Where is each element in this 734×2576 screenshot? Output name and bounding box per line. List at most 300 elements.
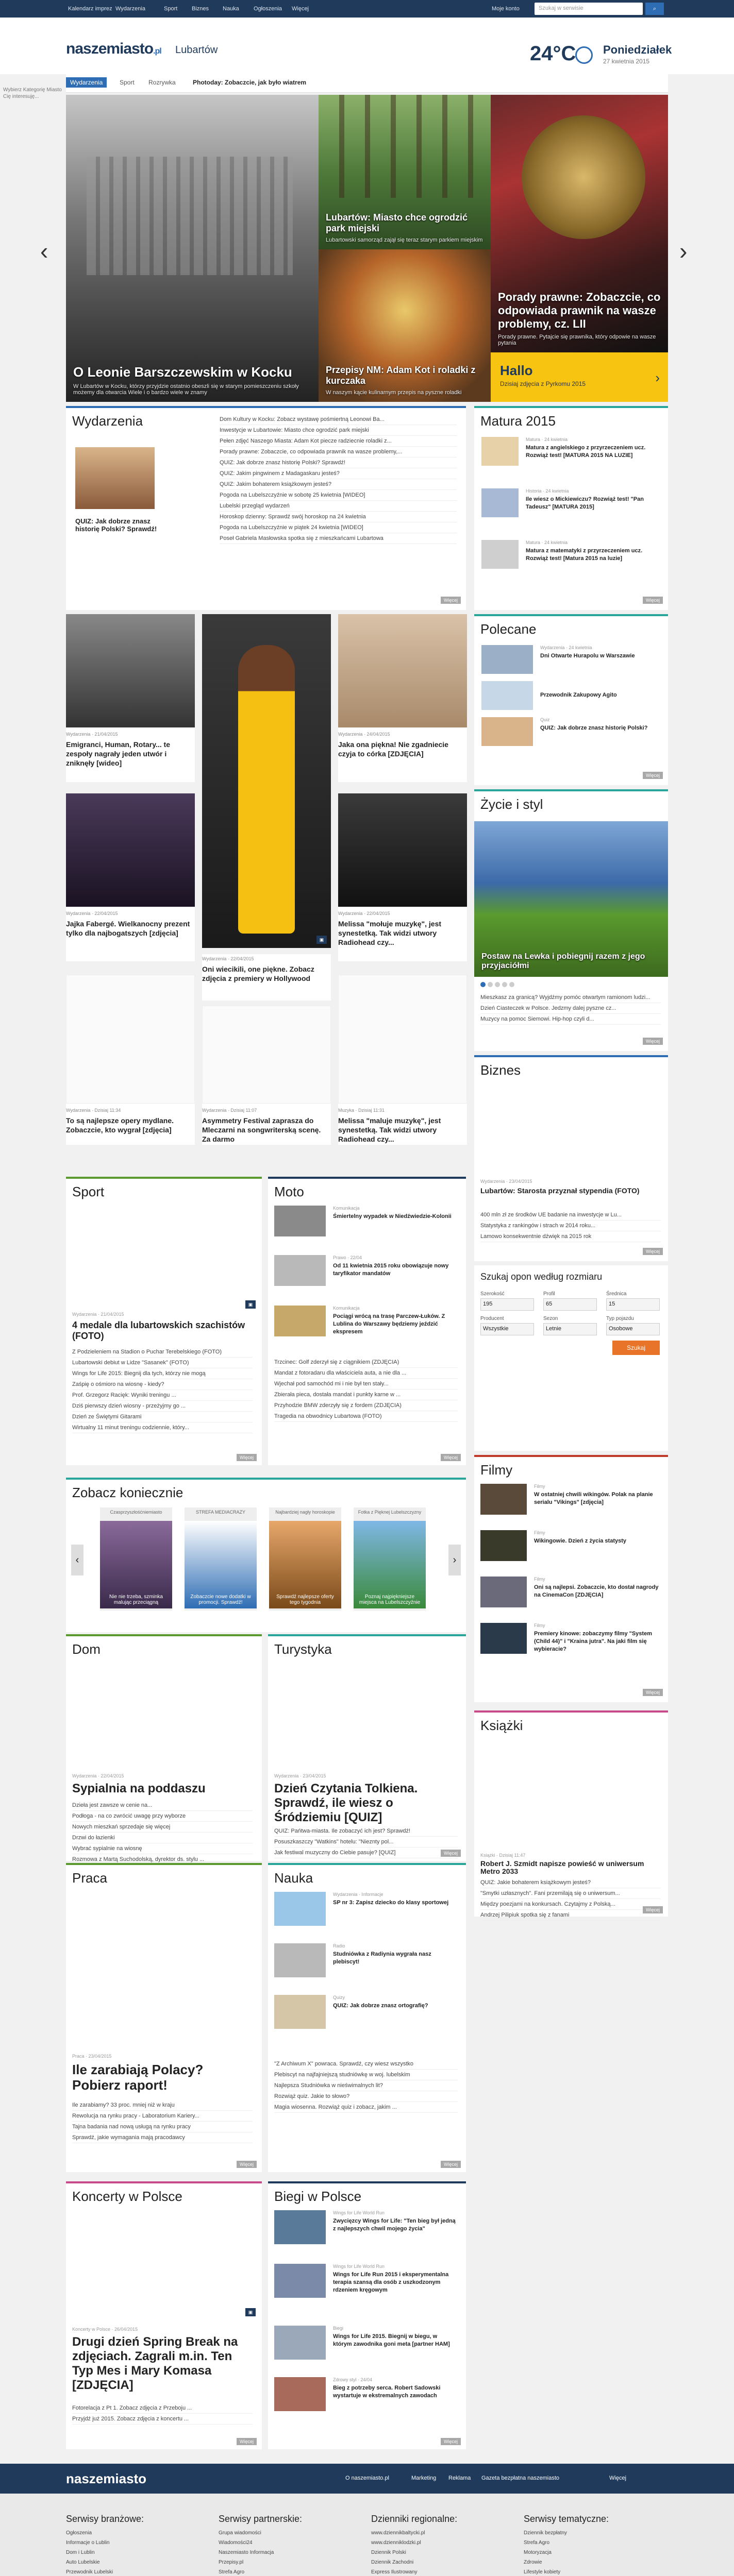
hero-law-caption (498, 291, 661, 346)
koncerty-headline[interactable]: Drugi dzień Spring Break na zdjęciach. Zagrali m.in. Ten Typ Mes i Mary Komasa [ZDJĘCIA] (72, 2335, 238, 2392)
card-image (202, 1006, 331, 1104)
footer-link[interactable]: Przepisy.pl (219, 2560, 244, 2565)
promo-caption: Zobaczcie nowe dodatki w promocji. Sprawdź! (190, 1594, 251, 1605)
promo-item[interactable] (185, 1507, 257, 1611)
matura-thumb[interactable] (481, 437, 519, 466)
list-item[interactable]: Lamowo konsekwentnie dźwięk na 2015 rok (480, 1231, 661, 1242)
hero-hello[interactable] (491, 352, 668, 402)
promo-label: Najbardziej nagły horoskopie (275, 1510, 335, 1515)
biznes-list (480, 1210, 661, 1242)
form-label: Szerokość (480, 1291, 505, 1297)
footer-link[interactable]: Lifestyle kobiety (524, 2569, 561, 2575)
events-quiz-image[interactable] (75, 447, 155, 509)
footer-link[interactable]: Reklama (448, 2475, 471, 2481)
filmy-thumb[interactable] (480, 1530, 527, 1561)
list-item[interactable]: Magia wiosenna. Rozwiąż quiz i zobacz, jakim ... (274, 2102, 458, 2113)
list-item[interactable]: Lubartowski debiut w Lidze "Sasanek" (FOTO) (72, 1358, 253, 1368)
list-item[interactable]: Posuszkaszczy "Watkins" hotelu: "Nieznty pol... (274, 1837, 458, 1848)
topbar-link[interactable]: Biznes (192, 6, 209, 12)
footer-column (66, 2514, 144, 2576)
more-button[interactable]: Więcej (441, 597, 461, 604)
koncerty-title: Koncerty w Polsce (72, 2189, 182, 2204)
list-item[interactable]: Pełen zdjęć Naszego Miasta: Adam Kot piecze radziecnie roladki z... (220, 436, 457, 447)
more-button[interactable]: Więcej (441, 1454, 461, 1461)
promo-link[interactable]: Photoday: Zobaczcie, jak było wiatrem (193, 79, 307, 86)
filmy-panel (474, 1455, 668, 1702)
hero-kitchen-caption (326, 365, 483, 396)
list-item[interactable]: Rewolucja na rynku pracy - Laboratorium Kariery... (72, 2111, 253, 2122)
list-item[interactable]: Ile zarabiamy? 33 proc. mniej niż w kraju (72, 2100, 253, 2111)
promo-item[interactable] (100, 1507, 172, 1611)
site-logo[interactable] (66, 40, 161, 58)
list-item[interactable]: Prof. Grzegorz Racięk: Wyniki treningu ... (72, 1390, 253, 1401)
item-meta: Wydarzenia · Informacje (333, 1892, 383, 1897)
section-bar (66, 406, 466, 408)
footer-link[interactable]: Grupa wiadomości (219, 2530, 261, 2536)
polecane-title: Polecane (480, 621, 537, 637)
card-meta: Wydarzenia · 24/04/2015 (338, 732, 390, 737)
topbar-link[interactable]: Wydarzenia (115, 6, 145, 12)
hero-law[interactable] (491, 95, 668, 352)
list-item[interactable]: Inwestycje w Lubartowie: Miasto chce ogrodzić park miejski (220, 425, 457, 436)
biegi-thumb[interactable] (274, 2377, 326, 2411)
polecane-thumb[interactable] (481, 717, 533, 746)
list-item[interactable]: Muzycy na pomoc Siemowi. Hip-hop czyli d... (480, 1014, 661, 1025)
vehicle-select[interactable]: Osobowe (606, 1323, 660, 1335)
day-name: Poniedziałek (603, 43, 672, 56)
more-button[interactable]: Więcej (643, 1906, 663, 1913)
dom-list (72, 1800, 253, 1865)
list-item[interactable]: Lubelski przegląd wydarzeń (220, 501, 457, 512)
filmy-item[interactable]: W ostatniej chwili wikingów. Polak na planie serialu "Vikings" [zdjęcia] (534, 1492, 653, 1505)
koncerty-list (72, 2403, 253, 2425)
camera-icon: ▣ (245, 1300, 256, 1309)
card-meta: Wydarzenia · 22/04/2015 (66, 911, 118, 916)
matura-panel (474, 406, 668, 610)
list-item[interactable]: Tajna badania nad nową usługą na rynku pracy (72, 2122, 253, 2132)
dom-headline[interactable]: Sypialnia na poddaszu (72, 1782, 206, 1795)
carousel-prev-icon[interactable]: ‹ (71, 1545, 84, 1575)
search-input[interactable]: Szukaj w serwisie (535, 3, 643, 15)
footer-link[interactable]: Dziennik Zachodni (371, 2560, 414, 2565)
moto-item[interactable]: Od 11 kwietnia 2015 roku obowiązuje nowy taryfikator mandatów (333, 1263, 449, 1277)
hero-main-caption (73, 364, 311, 396)
nauka-thumb[interactable] (274, 1943, 326, 1977)
koncerty-panel (66, 2181, 262, 2449)
filmy-title: Filmy (480, 1462, 513, 1478)
list-item[interactable]: Dzieła jest zawsze w cenie na... (72, 1800, 253, 1811)
moto-thumb[interactable] (274, 1306, 326, 1336)
list-item[interactable]: Poseł Gabriela Masłowska spotka się z mieszkańcami Lubartowa (220, 533, 457, 544)
tab-rozrywka[interactable]: Rozrywka (148, 79, 176, 86)
tire-search-panel (474, 1265, 668, 1451)
events-list (220, 414, 457, 544)
list-item[interactable]: Dzień ze Świętymi Gitarami (72, 1412, 253, 1422)
matura-item[interactable]: Matura z matematyki z przyrzeczeniem ucz. Rozwiąż test! [Matura 2015 na luzie] (526, 548, 643, 562)
filmy-item[interactable]: Wikingowie. Dzień z życia statysty (534, 1538, 627, 1544)
section-bar (474, 1055, 668, 1057)
hero-main[interactable] (66, 95, 319, 402)
footer-column (371, 2514, 457, 2576)
card-title: Asymmetry Festival zaprasza do Mleczarni na songwriterską scenę. Za darmo (202, 1116, 321, 1143)
list-item[interactable]: Rozmowa z Martą Suchodolską, dyrektor ds. stylu ... (72, 1854, 253, 1865)
slider-dot[interactable] (480, 982, 486, 987)
list-item[interactable]: Rozwiąż quiz. Jakie to słowo? (274, 2091, 458, 2102)
ksiazki-panel (474, 1710, 668, 1917)
praca-headline[interactable]: Ile zarabiają Polacy? Pobierz raport! (72, 2062, 204, 2093)
list-item[interactable]: "Z Archiwum X" powraca. Sprawdź, czy wiesz wszystko (274, 2059, 458, 2070)
matura-item[interactable]: Ile wiesz o Mickiewiczu? Rozwiąż test! "Pan Tadeusz" [MATURA 2015] (526, 496, 644, 510)
list-item[interactable]: Przyhodzie BMW zderzyły się z fordem (ZDJĘCIA) (274, 1400, 458, 1411)
list-item[interactable]: "Smytki uzłasznych". Fani przemilają się o uniwersum... (480, 1888, 661, 1899)
slider-prev-icon[interactable]: ‹ (40, 238, 48, 264)
item-meta: Wydarzenia · 22/04/2015 (72, 1773, 124, 1778)
search-icon[interactable]: ⌕ (645, 3, 664, 15)
sport-title: Sport (72, 1184, 105, 1199)
card-meta: Wydarzenia · 22/04/2015 (338, 911, 390, 916)
zycie-title: Życie i styl (480, 796, 543, 812)
tire-search-button[interactable]: Szukaj (612, 1341, 660, 1355)
slider-dot[interactable] (488, 982, 493, 987)
nauka-title: Nauka (274, 1870, 313, 1886)
list-item[interactable]: Mieszkasz za granicą? Wyjdźmy pomóc otwartym ramionom ludzi... (480, 992, 661, 1003)
profile-select[interactable]: 65 (543, 1298, 597, 1311)
list-item[interactable]: Wings for Life 2015: Biegnij dla tych, którzy nie mogą (72, 1368, 253, 1379)
promo-item[interactable] (269, 1507, 341, 1611)
zycie-photo[interactable] (474, 821, 668, 977)
footer-link[interactable]: Informacje o Lublin (66, 2540, 110, 2546)
biegi-item[interactable]: Bieg z potrzeby serca. Robert Sadowski wystartuje w ekstremalnych zawodach (333, 2385, 441, 2399)
list-item[interactable]: Pogoda na Lubelszczyźnie w piątek 24 kwietnia [WIDEO] (220, 522, 457, 533)
biegi-item[interactable]: Zwycięzcy Wings for Life: "Ten bieg był jedną z najlepszych chwil mojego życia" (333, 2218, 456, 2232)
footer-link[interactable]: Ogłoszenia (66, 2530, 92, 2536)
hero-main-image (87, 157, 293, 275)
nauka-panel (268, 1863, 466, 2172)
item-meta: Zdrowy styl · 24/04 (333, 2377, 373, 2382)
polecane-item[interactable]: Dni Otwarte Hurapolu w Warszawie (540, 653, 635, 659)
ksiazki-list (480, 1877, 661, 1921)
footer-link[interactable]: Auto Lubelskie (66, 2560, 100, 2565)
zycie-caption: Postaw na Lewka i pobiegnij razem z jego przyjaciółmi (481, 952, 645, 970)
list-item[interactable]: Drzwi do łazienki (72, 1833, 253, 1843)
footer-link[interactable]: www.dziennikbaltycki.pl (371, 2530, 425, 2536)
list-item[interactable]: Dzień Ciasteczek w Polsce. Jedzmy dalej pyszne cz... (480, 1003, 661, 1014)
biegi-thumb[interactable] (274, 2326, 326, 2360)
item-meta: Wings for Life World Run (333, 2210, 385, 2215)
nauka-item[interactable]: Studniówka z Radiynia wygrała nasz plebiscyt! (333, 1951, 431, 1965)
card-title: Melissa "mołuje muzykę", jest synestetką. Tak widzi utwory Radiohead czy... (338, 920, 442, 946)
footer-link[interactable]: Zdrowie (524, 2560, 542, 2565)
matura-thumb[interactable] (481, 540, 519, 569)
ksiazki-headline[interactable]: Robert J. Szmidt napisze powieść w uniwersum Metro 2033 (480, 1859, 644, 1875)
item-meta: Matura · 24 kwietnia (526, 437, 568, 442)
moto-title: Moto (274, 1184, 304, 1199)
hero-park-caption (326, 212, 483, 243)
footer-link[interactable]: Gazeta bezpłatna naszemiasto (481, 2475, 560, 2481)
more-button[interactable]: Więcej (237, 1454, 257, 1461)
slider-dot[interactable] (502, 982, 507, 987)
footer-link[interactable]: Dziennik Polski (371, 2550, 406, 2555)
hero-park[interactable] (319, 95, 491, 249)
footer-link[interactable]: Więcej (609, 2475, 627, 2481)
filmy-item[interactable]: Premiery kinowe: zobaczymy filmy "System (Child 44)" i "Kraina jutra". Na jaki film się wybieracie? (534, 1631, 652, 1652)
news-card[interactable] (338, 614, 467, 782)
footer-link[interactable]: Dziennik bezpłatny (524, 2530, 567, 2536)
item-meta: Quiz (540, 717, 550, 722)
topbar-link[interactable]: Ogłoszenia (254, 6, 282, 12)
polecane-item[interactable]: Przewodnik Zakupowy Agito (540, 692, 617, 698)
category-nav (66, 74, 668, 93)
item-meta: Prawo · 22/04 (333, 1255, 362, 1260)
footer-link[interactable]: Wiadomości24 (219, 2540, 253, 2546)
news-card[interactable] (66, 975, 195, 1145)
list-item[interactable]: Plebiscyt na najfajniejszą studniówkę w woj. lubelskim (274, 2070, 458, 2080)
biegi-panel (268, 2181, 466, 2449)
more-button[interactable]: Więcej (643, 1248, 663, 1255)
list-item[interactable]: Andrzej Pilipiuk spotka się z fanami (480, 1910, 661, 1921)
list-item[interactable]: Mandat z fotoradaru dla właściciela auta, a nie dla ... (274, 1368, 458, 1379)
list-item[interactable]: Tragedia na obwodnicy Lubartowa (FOTO) (274, 1411, 458, 1422)
events-panel (66, 406, 466, 610)
hero-law-image (522, 115, 645, 239)
card-image (338, 614, 467, 727)
form-label: Sezon (543, 1316, 558, 1321)
chevron-right-icon: › (655, 370, 660, 385)
list-item[interactable]: QUIZ: Jakim bohaterem książkowym jesteś? (220, 479, 457, 490)
form-label: Średnica (606, 1291, 627, 1297)
events-quiz-link[interactable]: QUIZ: Jak dobrze znasz historię Polski? Sprawdź! (75, 517, 157, 533)
list-item[interactable]: Trzcinec: Golf zderzył się z ciągnikiem (ZDJĘCIA) (274, 1357, 458, 1368)
item-meta: Filmy (534, 1484, 545, 1489)
card-meta: Wydarzenia · Dzisiaj 11:07 (202, 1108, 257, 1113)
zobacz-panel (66, 1478, 466, 1632)
matura-item[interactable]: Matura z angielskiego z przyrzeczeniem ucz. Rozwiąż test! [MATURA 2015 NA LUZIE] (526, 445, 646, 459)
turystyka-title: Turystyka (274, 1641, 332, 1657)
more-button[interactable]: Więcej (643, 1689, 663, 1696)
section-bar (474, 406, 668, 408)
list-item[interactable]: Porady prawne: Zobaczcie, co odpowiada prawnik na wasze problemy,... (220, 447, 457, 457)
nauka-item[interactable]: SP nr 3: Zapisz dziecko do klasy sportowej (333, 1900, 449, 1906)
filmy-thumb[interactable] (480, 1484, 527, 1515)
sport-panel (66, 1177, 262, 1465)
list-item[interactable]: Jak festiwal muzyczny do Ciebie pasuje? [QUIZ] (274, 1848, 458, 1858)
footer-link[interactable]: Przewodnik Lubelski (66, 2569, 113, 2575)
footer (0, 2494, 734, 2576)
news-card[interactable] (66, 793, 195, 961)
list-item[interactable]: Wjechał pod samochód mi i nie był ten stały... (274, 1379, 458, 1389)
turystyka-list (274, 1826, 458, 1858)
list-item[interactable]: Nowych mieszkań sprzedaje się więcej (72, 1822, 253, 1833)
biegi-title: Biegi w Polsce (274, 2189, 362, 2204)
topbar-link[interactable]: Sport (164, 6, 178, 12)
list-item[interactable]: Z Podzieleniem na Stadion o Puchar Terebelskiego (FOTO) (72, 1347, 253, 1358)
nauka-thumb[interactable] (274, 1995, 326, 2029)
nauka-list (274, 2059, 458, 2113)
moto-thumb[interactable] (274, 1255, 326, 1286)
item-meta: Praca · 23/04/2015 (72, 2054, 112, 2059)
card-meta: Wydarzenia · Dzisiaj 11:34 (66, 1108, 121, 1113)
list-item[interactable]: 400 mln zł ze środków UE badanie na inwestycje w Lu... (480, 1210, 661, 1221)
list-item[interactable]: Wybrać sypialnie na wiosnę (72, 1843, 253, 1854)
list-item[interactable]: Dom Kultury w Kocku: Zobacz wystawę pośmiertną Leonowi Ba... (220, 414, 457, 425)
list-item[interactable]: Między poezjami na konkursach. Czytajmy z Polską... (480, 1899, 661, 1910)
section-bar (474, 1710, 668, 1713)
news-card-tall[interactable] (202, 614, 331, 948)
form-label: Producent (480, 1316, 504, 1321)
footer-link[interactable]: Marketing (411, 2475, 437, 2481)
hero-law-title: Porady prawne: Zobaczcie, co odpowiada prawnik na wasze problemy, cz. LII (498, 291, 661, 330)
moto-item[interactable]: Śmiertelny wypadek w Niedźwiedzie-Kolonii (333, 1213, 452, 1219)
more-button[interactable]: Więcej (643, 1038, 663, 1045)
list-item[interactable]: Dziś pierwszy dzień wiosny - przeżyjmy go ... (72, 1401, 253, 1412)
card-title: Oni wiecikili, one piękne. Zobacz zdjęcia z premiery w Hollywood (202, 965, 314, 982)
news-card[interactable] (202, 954, 331, 1001)
footer-link[interactable]: Strefa Agro (219, 2569, 245, 2575)
footer-column-title: Serwisy partnerskie: (219, 2514, 303, 2524)
footer-link[interactable]: Strefa Agro (524, 2540, 550, 2546)
list-item[interactable]: Zaśpię o ośmioro na wiosnę - kiedy? (72, 1379, 253, 1390)
list-item[interactable]: Najlepsza Studniówka w nieświmalnych lit? (274, 2080, 458, 2091)
filmy-item[interactable]: Oni są najlepsi. Zobaczcie, kto dostał nagrody na CinemaCon [ZDJĘCIA] (534, 1584, 659, 1598)
nauka-thumb[interactable] (274, 1892, 326, 1926)
more-button[interactable]: Więcej (643, 597, 663, 604)
tab-wydarzenia[interactable]: Wydarzenia (66, 77, 107, 88)
list-item[interactable]: Zbierała pieca, dostała mandat i punkty karne w ... (274, 1389, 458, 1400)
slider-dot[interactable] (509, 982, 514, 987)
news-card[interactable] (66, 614, 195, 782)
matura-thumb[interactable] (481, 488, 519, 517)
item-meta: Filmy (534, 1530, 545, 1535)
form-label: Typ pojazdu (606, 1316, 634, 1321)
polecane-thumb[interactable] (481, 645, 533, 674)
list-item[interactable]: Podłoga - na co zwrócić uwagę przy wyborze (72, 1811, 253, 1822)
biegi-item[interactable]: Wings for Life 2015. Biegnij w biegu, w którym zawodnika goni meta [partner HAM] (333, 2333, 450, 2347)
item-meta: Filmy (534, 1577, 545, 1582)
section-bar (66, 1478, 466, 1480)
list-item[interactable]: Fotorelacja z Pt 1. Zobacz zdjęcia z Przeboju ... (72, 2403, 253, 2414)
topbar-link[interactable]: Więcej (292, 6, 309, 12)
topbar-link[interactable]: Nauka (223, 6, 239, 12)
promo-caption: Sprawdź najlepsze oferty tego tygodnia (276, 1594, 334, 1605)
footer-link[interactable]: Express Ilustrowany (371, 2569, 418, 2575)
list-item[interactable]: Przyjdź już 2015. Zobacz zdjęcia z koncertu ... (72, 2414, 253, 2425)
polecane-thumb[interactable] (481, 681, 533, 710)
producer-select[interactable]: Wszystkie (480, 1323, 534, 1335)
more-button[interactable]: Więcej (237, 2438, 257, 2445)
promo-label: Fotka z Pięknej Lubelszczyzny (358, 1510, 422, 1515)
biznes-panel (474, 1055, 668, 1261)
section-bar (66, 1863, 262, 1865)
account-link[interactable]: Moje konto (492, 6, 520, 12)
card-image (238, 645, 295, 934)
slider-next-icon[interactable]: › (679, 238, 688, 264)
camera-icon: ▣ (245, 2308, 256, 2316)
list-item[interactable]: QUIZ: Jakie bohaterem książkowym jesteś? (480, 1877, 661, 1888)
sport-headline[interactable]: 4 medale dla lubartowskich szachistów (FOTO) (72, 1320, 245, 1341)
dom-title: Dom (72, 1641, 101, 1657)
news-card[interactable] (202, 1006, 331, 1145)
biznes-headline[interactable]: Lubartów: Starosta przyznał stypendia (FOTO) (480, 1187, 640, 1195)
list-item[interactable]: Horoskop dzienny: Sprawdź swój horoskop na 24 kwietnia (220, 512, 457, 522)
card-title: To są najlepsze opery mydlane. Zobaczcie, kto wygrał [zdjęcia] (66, 1116, 174, 1134)
filmy-thumb[interactable] (480, 1623, 527, 1654)
list-item[interactable]: Statystyka z rankingów i strach w 2014 roku... (480, 1221, 661, 1231)
nauka-item[interactable]: QUIZ: Jak dobrze znasz ortografię? (333, 2003, 428, 2009)
card-title: Jaka ona piękna! Nie zgadniecie czyja to córka [ZDJĘCIA] (338, 740, 448, 758)
season-select[interactable]: Letnie (543, 1323, 597, 1335)
city-selector[interactable]: Lubartów (175, 44, 218, 56)
item-meta: Historia · 24 kwietnia (526, 488, 569, 494)
hero-hello-title: Hallo (500, 363, 533, 378)
hero-hello-text: Dzisiaj zdjęcia z Pyrkomu 2015 (500, 380, 586, 387)
list-item[interactable]: Pogoda na Lubelszczyźnie w sobotę 25 kwietnia [WIDEO] (220, 490, 457, 501)
news-card[interactable] (338, 975, 467, 1145)
hero-park-image (319, 95, 491, 198)
biegi-thumb[interactable] (274, 2264, 326, 2298)
width-select[interactable]: 195 (480, 1298, 534, 1311)
biegi-item[interactable]: Wings for Life Run 2015 i eksperymentalna terapia szansą dla osób z uszkodzonym rdzeniem kręgowym (333, 2272, 449, 2293)
praca-panel (66, 1863, 262, 2172)
more-button[interactable]: Więcej (441, 2438, 461, 2445)
promo-label: Czasprzyszłośćniemiasto (110, 1510, 162, 1515)
more-button[interactable]: Więcej (643, 772, 663, 779)
card-title: Emigranci, Human, Rotary... te zespoły nagrały jeden utwór i zniknęły [wideo] (66, 740, 171, 767)
more-button[interactable]: Więcej (237, 2161, 257, 2168)
news-card[interactable] (338, 793, 467, 961)
item-meta: Komunikacja (333, 1206, 360, 1211)
filmy-thumb[interactable] (480, 1577, 527, 1607)
list-item[interactable]: QUIZ: Pańtwa-miasta. Ile zobaczyć ich jest? Sprawdź! (274, 1826, 458, 1837)
footer-link[interactable]: Naszemiasto Informacja (219, 2550, 274, 2555)
list-item[interactable]: Sprawdź, jakie wymagania mają pracodawcy (72, 2132, 253, 2143)
sport-list (72, 1347, 253, 1433)
promo-item[interactable] (354, 1507, 426, 1611)
logo-text: naszemiasto (66, 40, 154, 57)
list-item[interactable]: QUIZ: Jak dobrze znasz historię Polski? Sprawdź! (220, 457, 457, 468)
item-meta: Biegi (333, 2326, 344, 2331)
footer-bar (0, 2464, 734, 2494)
footer-link[interactable]: www.dzienniklodzki.pl (371, 2540, 421, 2546)
item-meta: Quizy (333, 1995, 345, 2000)
section-bar (268, 1634, 466, 1636)
slider-dot[interactable] (495, 982, 500, 987)
ksiazki-title: Książki (480, 1718, 523, 1733)
footer-link[interactable]: O naszemiasto.pl (345, 2475, 389, 2481)
card-title: Jajka Fabergé. Wielkanocny prezent tylko dla najbogatszych [zdjęcia] (66, 920, 190, 937)
temperature: 24°C (530, 42, 576, 65)
footer-link[interactable]: Motoryzacja (524, 2550, 552, 2555)
list-item[interactable]: Wirtualny 11 minut treningu codziennie, który... (72, 1422, 253, 1433)
card-image (66, 975, 195, 1104)
hero-kitchen[interactable] (319, 249, 491, 402)
footer-logo[interactable]: naszemiasto (66, 2471, 147, 2486)
moto-thumb[interactable] (274, 1206, 326, 1236)
turystyka-headline[interactable]: Dzień Czytania Tolkiena. Sprawdź, ile wiesz o Śródziemiu [QUIZ] (274, 1782, 418, 1824)
biegi-thumb[interactable] (274, 2210, 326, 2244)
footer-link[interactable]: Dom i Lublin (66, 2550, 95, 2555)
tab-sport[interactable]: Sport (120, 79, 135, 86)
topbar-link[interactable]: Kalendarz imprez (68, 6, 112, 12)
carousel-next-icon[interactable]: › (448, 1545, 461, 1575)
more-button[interactable]: Więcej (441, 1850, 461, 1857)
form-label: Profil (543, 1291, 555, 1297)
more-button[interactable]: Więcej (441, 2161, 461, 2168)
polecane-item[interactable]: QUIZ: Jak dobrze znasz historię Polski? (540, 725, 648, 731)
diameter-select[interactable]: 15 (606, 1298, 660, 1311)
list-item[interactable]: QUIZ: Jakim pingwinem z Madagaskaru jesteś? (220, 468, 457, 479)
moto-item[interactable]: Pociągi wrócą na trasę Parczew-Łuków. Z Lublina do Warszawy będziemy jeździć ekspresem (333, 1313, 445, 1335)
promo-caption: Poznaj najpiękniejsze miejsca na Lubelszczyźnie (359, 1594, 421, 1605)
